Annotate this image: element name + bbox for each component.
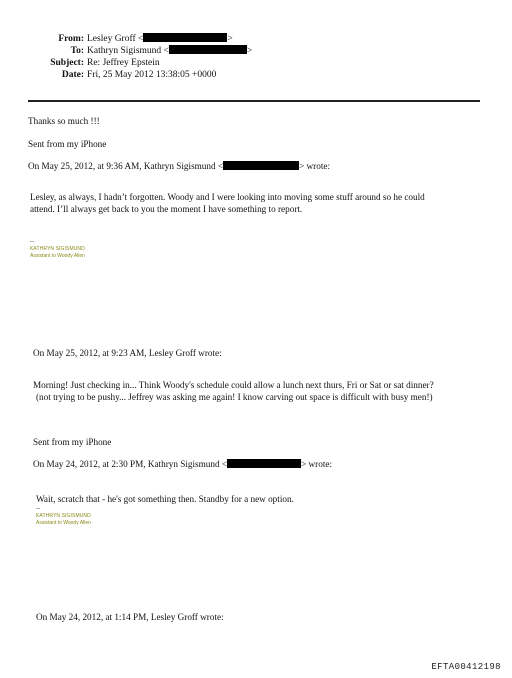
redaction-bar bbox=[223, 161, 299, 170]
paragraph-3-line-1: Wait, scratch that - he's got something then. Standby for a new option. bbox=[36, 494, 294, 504]
from-value: Lesley Groff < bbox=[87, 34, 144, 44]
paragraph-1-line-2: attend. I’ll always get back to you the moment I have something to report. bbox=[30, 204, 303, 214]
quote-header-1-suffix: > wrote: bbox=[299, 161, 331, 171]
to-value: Kathryn Sigismund < bbox=[87, 46, 169, 56]
body-sent-from-iphone: Sent from my iPhone bbox=[28, 139, 107, 149]
signature-2-name: KATHRYN SIGISMUND bbox=[36, 513, 91, 519]
quote-header-2: On May 25, 2012, at 9:23 AM, Lesley Groff wrote: bbox=[33, 348, 222, 358]
signature-2-title: Assistant to Woody Allen bbox=[36, 520, 91, 526]
quote-header-3 bbox=[33, 459, 332, 470]
subject-label: Subject: bbox=[50, 58, 84, 68]
signature-2-dash: -- bbox=[36, 506, 40, 512]
header-from-row bbox=[8, 33, 233, 45]
quote-header-3-prefix: On May 24, 2012, at 2:30 PM, Kathryn Sigismund < bbox=[33, 459, 228, 469]
paragraph-1-line-1: Lesley, as always, I hadn’t forgotten. Woody and I were looking into moving some stuff around so he could bbox=[30, 192, 425, 202]
quote-header-1-prefix: On May 25, 2012, at 9:36 AM, Kathryn Sigismund < bbox=[28, 161, 224, 171]
signature-1-name: KATHRYN SIGISMUND bbox=[30, 246, 85, 252]
header-to-row bbox=[8, 45, 252, 57]
document-id: EFTA00412198 bbox=[431, 662, 501, 672]
header-divider bbox=[28, 100, 480, 102]
paragraph-2-line-1: Morning! Just checking in... Think Woody's schedule could allow a lunch next thurs, Fri or Sat or sat dinner? bbox=[33, 380, 434, 390]
quote-header-3-suffix: > wrote: bbox=[301, 459, 332, 469]
body-thanks: Thanks so much !!! bbox=[28, 116, 100, 126]
to-tail: > bbox=[246, 46, 253, 56]
signature-1-dash: -- bbox=[30, 239, 34, 245]
header-date-row bbox=[8, 69, 216, 81]
quote-header-4: On May 24, 2012, at 1:14 PM, Lesley Groff wrote: bbox=[36, 612, 224, 622]
redaction-bar bbox=[227, 459, 301, 468]
to-label: To: bbox=[70, 46, 84, 56]
quote-header-1 bbox=[28, 161, 330, 172]
from-label: From: bbox=[58, 34, 84, 44]
body-sent-from-iphone-2: Sent from my iPhone bbox=[33, 437, 112, 447]
date-value: Fri, 25 May 2012 13:38:05 +0000 bbox=[87, 70, 217, 80]
date-label: Date: bbox=[61, 70, 84, 80]
signature-1-title: Assistant to Woody Allen bbox=[30, 253, 85, 259]
redaction-bar bbox=[169, 45, 247, 54]
redaction-bar bbox=[143, 33, 227, 42]
paragraph-2-line-2: (not trying to be pushy... Jeffrey was asking me again! I know carving out space is difficult with busy men!) bbox=[36, 392, 433, 402]
from-tail: > bbox=[227, 34, 233, 44]
header-subject-row bbox=[8, 57, 160, 69]
subject-value: Re: Jeffrey Epstein bbox=[87, 58, 160, 68]
